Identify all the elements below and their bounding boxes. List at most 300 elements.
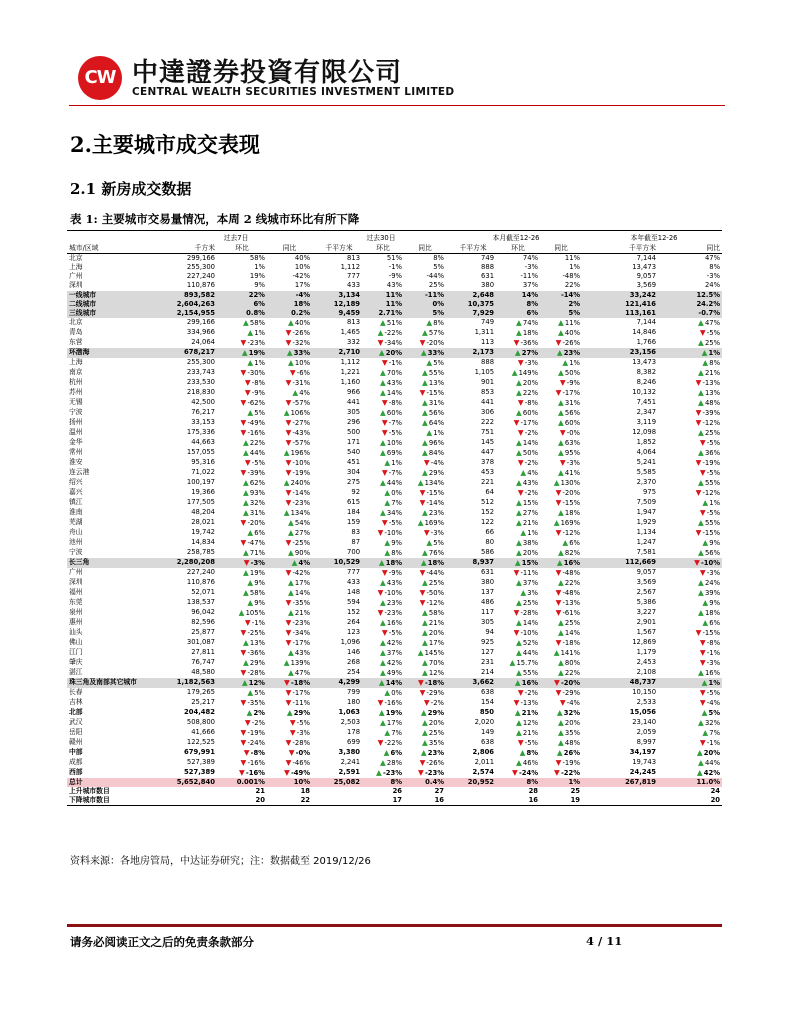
cell-value: 舟山 [69,528,83,537]
cell-value: -16% [384,698,403,707]
cell-value: 66 [485,528,495,537]
table-cell [496,688,540,698]
arrow-up-icon: ▲ [291,557,298,567]
cell-value: -34% [384,338,403,347]
row-label [67,698,160,708]
cell-value: -17% [562,388,581,397]
table-row [67,272,722,281]
table-cell [362,498,404,508]
table-cell [362,398,404,408]
table-cell [450,728,496,738]
cell-value: 214 [481,668,495,677]
table-cell [540,608,582,618]
table-cell [658,538,722,548]
cell-value: 0.001% [236,778,265,787]
table-cell [267,309,312,318]
cell-value: 175,336 [186,428,215,437]
arrow-up-icon: ▲ [247,407,254,417]
cell-value: 87 [351,538,361,547]
table-cell [217,458,267,468]
cell-value: 24 [710,787,721,796]
cell-value: 145 [481,438,495,447]
cell-value: 63% [564,438,581,447]
cell-value: 512 [481,498,495,507]
arrow-down-icon: ▼ [554,677,560,687]
cell-value: 221 [481,478,495,487]
arrow-up-icon: ▲ [288,577,294,587]
cell-value: 679,991 [184,748,215,757]
table-cell [316,568,362,578]
cell-value: 25% [428,578,445,587]
cell-value: 1,852 [636,438,657,447]
cell-value: 1,096 [340,638,361,647]
table-row [67,358,722,368]
arrow-down-icon: ▼ [699,437,706,447]
table-cell [217,498,267,508]
arrow-up-icon: ▲ [422,407,428,417]
table-cell [540,508,582,518]
cell-value: 55% [704,478,721,487]
arrow-up-icon: ▲ [516,377,522,387]
cell-value: 74% [522,254,539,263]
arrow-up-icon: ▲ [698,397,704,407]
table-cell [540,408,582,418]
cell-value: 12.5% [696,290,721,299]
table-group-header-row [67,233,722,243]
arrow-up-icon: ▲ [288,357,294,367]
arrow-down-icon: ▼ [554,767,560,777]
table-cell [160,458,217,468]
cell-value: 3% [527,588,539,597]
cell-value: 22% [522,388,539,397]
table-cell [160,438,217,448]
cell-value: 154 [481,698,495,707]
cell-value: -5% [251,458,265,467]
arrow-down-icon: ▼ [377,697,384,707]
table-cell [586,628,658,638]
cell-value: -5% [388,628,403,637]
arrow-down-icon: ▼ [240,417,247,427]
arrow-up-icon: ▲ [384,537,391,547]
arrow-down-icon: ▼ [559,377,566,387]
table-cell [160,291,217,300]
arrow-up-icon: ▲ [516,577,522,587]
cell-value: 12% [428,668,445,677]
arrow-down-icon: ▼ [285,757,292,767]
table-cell [160,796,217,806]
table-cell [586,608,658,618]
table-cell [160,778,217,787]
arrow-up-icon: ▲ [243,637,249,647]
table-cell [217,254,267,264]
arrow-down-icon: ▼ [695,377,702,387]
table-cell [316,254,362,264]
table-cell [496,768,540,778]
table-cell [450,528,496,538]
cell-value: 8% [709,358,721,367]
table-cell [160,358,217,368]
cell-value: 8% [526,299,539,308]
table-cell [586,291,658,300]
arrow-down-icon: ▼ [285,427,292,437]
cell-value: 71,022 [191,468,215,477]
cell-value: -49% [290,768,311,777]
table-cell [267,568,312,578]
table-cell [496,309,540,318]
table-cell [586,508,658,518]
table-cell [658,309,722,318]
table-cell [496,291,540,300]
table-cell [540,281,582,290]
table-cell [658,708,722,718]
arrow-up-icon: ▲ [243,487,249,497]
row-label [67,548,160,558]
arrow-up-icon: ▲ [380,667,386,677]
cell-value: 1% [433,428,445,437]
cell-value: 环渤海 [69,348,90,357]
arrow-up-icon: ▲ [516,537,522,547]
cell-value: 21% [522,518,539,527]
arrow-up-icon: ▲ [283,657,290,667]
arrow-down-icon: ▼ [555,607,562,617]
table-cell [540,309,582,318]
cell-value: 204,482 [184,708,215,717]
cell-value: -16% [247,758,265,767]
cell-value: -5% [388,428,403,437]
cell-value: 700 [347,548,361,557]
arrow-up-icon: ▲ [558,507,564,517]
cell-value: 80% [564,658,581,667]
cell-value: -29% [562,688,581,697]
table-cell [540,538,582,548]
row-label [67,488,160,498]
arrow-down-icon: ▼ [699,467,706,477]
cell-value: 15% [521,558,539,567]
arrow-down-icon: ▼ [695,407,702,417]
arrow-up-icon: ▲ [558,547,564,557]
table-cell [496,758,540,768]
table-cell [217,608,267,618]
row-label [67,300,160,309]
cell-value: -17% [520,418,539,427]
table-cell [362,588,404,598]
table-cell [160,628,217,638]
table-row [67,438,722,448]
cell-value: -8% [250,748,265,757]
cell-value: 1,179 [636,648,657,657]
table-cell [267,488,312,498]
cell-value: 110,876 [186,281,215,290]
table-cell [316,368,362,378]
arrow-up-icon: ▲ [288,317,294,327]
cell-value: 113 [481,338,495,347]
cell-value: 33,242 [629,290,657,299]
table-cell [658,628,722,638]
cell-value: 2,453 [636,658,657,667]
cell-value: -2% [430,698,445,707]
arrow-down-icon: ▼ [285,537,292,547]
cell-value: 常州 [69,448,83,457]
table-cell [316,378,362,388]
section-title: 2.主要城市成交表现 [70,132,260,157]
table-cell [316,598,362,608]
table-cell [586,598,658,608]
cell-value: 96,042 [191,608,215,617]
arrow-up-icon: ▲ [378,347,385,357]
arrow-up-icon: ▲ [292,387,299,397]
cell-value: 8% [709,263,721,272]
cell-value: 17% [428,638,445,647]
arrow-up-icon: ▲ [698,587,704,597]
arrow-down-icon: ▼ [240,757,247,767]
cell-value: 138,537 [186,598,215,607]
cell-value: -42% [292,272,311,281]
arrow-up-icon: ▲ [556,557,563,567]
page-number: 4 / 11 [586,934,623,948]
cell-value: 378 [481,458,495,467]
table-cell [540,558,582,568]
table-cell [404,658,446,668]
arrow-up-icon: ▲ [380,637,386,647]
table-cell [450,254,496,264]
arrow-up-icon: ▲ [384,687,391,697]
cell-value: 总计 [69,778,83,787]
row-label [67,478,160,488]
cell-value: 95% [564,448,581,457]
cell-value: 16% [521,678,539,687]
cell-value: 13% [249,638,265,647]
table-cell [586,658,658,668]
table-cell [362,608,404,618]
arrow-up-icon: ▲ [558,717,564,727]
table-cell [586,678,658,688]
arrow-up-icon: ▲ [516,717,522,727]
cell-value: 温州 [69,428,83,437]
table-cell [450,688,496,698]
cell-value: 14% [522,618,539,627]
table-cell [160,588,217,598]
cell-value: 10,132 [632,388,657,397]
table-cell [450,438,496,448]
table-cell [362,438,404,448]
column-header: 环比 [217,243,267,254]
cell-value: -12% [702,418,721,427]
table-cell [540,368,582,378]
arrow-up-icon: ▲ [422,667,428,677]
table-row [67,328,722,338]
table-cell [160,568,217,578]
table-cell [586,328,658,338]
cell-value: 19,366 [191,488,215,497]
arrow-down-icon: ▼ [419,597,426,607]
cell-value: 22% [248,290,265,299]
table-cell [496,648,540,658]
cell-value: 540 [347,448,361,457]
table-cell [496,787,540,796]
table-cell [540,498,582,508]
arrow-up-icon: ▲ [288,667,294,677]
table-cell [362,418,404,428]
cell-value: 95,316 [191,458,215,467]
cell-value: -2% [524,458,539,467]
arrow-up-icon: ▲ [384,457,391,467]
cell-value: 50% [564,368,581,377]
cell-value: -11% [520,272,539,281]
table-cell [160,498,217,508]
cell-value: 下降城市数目 [69,796,110,805]
table-cell [362,598,404,608]
cell-value: -39% [702,408,721,417]
table-cell [160,281,217,290]
arrow-up-icon: ▲ [243,567,249,577]
table-cell [496,328,540,338]
table-cell [450,758,496,768]
table-cell [586,738,658,748]
cell-value: 25,877 [191,628,215,637]
cell-value: 58% [249,254,265,263]
table-cell [362,263,404,272]
cell-value: -49% [247,418,265,427]
table-cell [496,588,540,598]
cell-value: 8,382 [636,368,657,377]
cell-value: 3,569 [636,281,657,290]
cell-value: -0% [295,748,311,757]
table-cell [658,678,722,688]
arrow-down-icon: ▼ [513,337,520,347]
cell-value: 北部 [69,708,83,717]
arrow-up-icon: ▲ [516,497,522,507]
table-cell [217,538,267,548]
cell-value: 3,380 [338,748,361,757]
arrow-down-icon: ▼ [240,647,247,657]
cell-value: -4% [430,458,445,467]
table-cell [658,408,722,418]
cell-value: -20% [562,488,581,497]
table-cell [586,358,658,368]
cell-value: 55% [704,518,721,527]
table-cell [362,796,404,806]
group-header-year-to-date: 本年截至12-26 [630,233,678,242]
table-cell [450,718,496,728]
table-cell [586,281,658,290]
cell-value: -13% [702,378,721,387]
cell-value: 441 [481,398,495,407]
arrow-down-icon: ▼ [555,687,562,697]
table-cell [362,300,404,309]
arrow-up-icon: ▲ [247,357,254,367]
cell-value: 4,064 [636,448,657,457]
table-row [67,578,722,588]
arrow-down-icon: ▼ [243,747,250,757]
cell-value: 137 [481,588,495,597]
source-note: 资料来源：各地房管局，中达证券研究；注：数据截至 2019/12/26 [70,856,371,867]
arrow-down-icon: ▼ [284,767,290,777]
cell-value: 2,574 [472,768,495,777]
table-cell [540,578,582,588]
cell-value: 527,389 [184,768,215,777]
arrow-up-icon: ▲ [422,737,428,747]
arrow-down-icon: ▼ [695,417,702,427]
table-cell [658,738,722,748]
cell-value: 37% [522,578,539,587]
table-cell [267,448,312,458]
cell-value: -18% [424,678,445,687]
table-cell [217,628,267,638]
table-cell [404,368,446,378]
cell-value: 19% [249,272,265,281]
cell-value: -24% [247,738,265,747]
cell-value: 7,929 [472,308,495,317]
table-cell [658,648,722,658]
table-cell [267,378,312,388]
cell-value: 255,300 [186,263,215,272]
table-cell [404,388,446,398]
table-cell [217,378,267,388]
logo-letters: CW [84,67,116,88]
arrow-down-icon: ▼ [285,567,292,577]
table-cell [450,548,496,558]
table-cell [160,787,217,796]
cell-value: 14% [386,388,403,397]
table-cell [450,638,496,648]
arrow-down-icon: ▼ [559,457,566,467]
table-cell [362,648,404,658]
table-cell [362,628,404,638]
arrow-up-icon: ▲ [558,577,564,587]
table-cell [404,508,446,518]
cell-value: -3% [706,658,721,667]
cell-value: 44% [704,758,721,767]
table-cell [267,438,312,448]
cell-value: -26% [562,338,581,347]
cell-value: 8,997 [636,738,657,747]
table-cell [540,738,582,748]
cell-value: 16% [563,558,581,567]
table-cell [316,668,362,678]
arrow-up-icon: ▲ [422,327,428,337]
cell-value: 15.7% [516,658,539,667]
arrow-up-icon: ▲ [422,417,428,427]
table-cell [267,718,312,728]
cell-value: -35% [247,698,265,707]
table-cell [540,718,582,728]
cell-value: 19,743 [632,758,657,767]
arrow-down-icon: ▼ [381,357,388,367]
table-cell [658,768,722,778]
row-label [67,598,160,608]
arrow-down-icon: ▼ [419,387,426,397]
table-cell [160,758,217,768]
cell-value: 44% [386,478,403,487]
cell-value: 42% [386,638,403,647]
cell-value: 60% [386,408,403,417]
table-cell [450,338,496,348]
cell-value: 441 [347,398,361,407]
table-cell [267,254,312,264]
table-cell [217,272,267,281]
cell-value: -3% [524,263,539,272]
table-cell [160,518,217,528]
table-cell [362,688,404,698]
cell-value: 21% [294,608,311,617]
table-cell [160,708,217,718]
row-label [67,688,160,698]
table-cell [316,468,362,478]
table-cell [160,388,217,398]
cell-value: 24,064 [191,338,215,347]
table-cell [404,787,446,796]
cell-value: 58% [428,608,445,617]
